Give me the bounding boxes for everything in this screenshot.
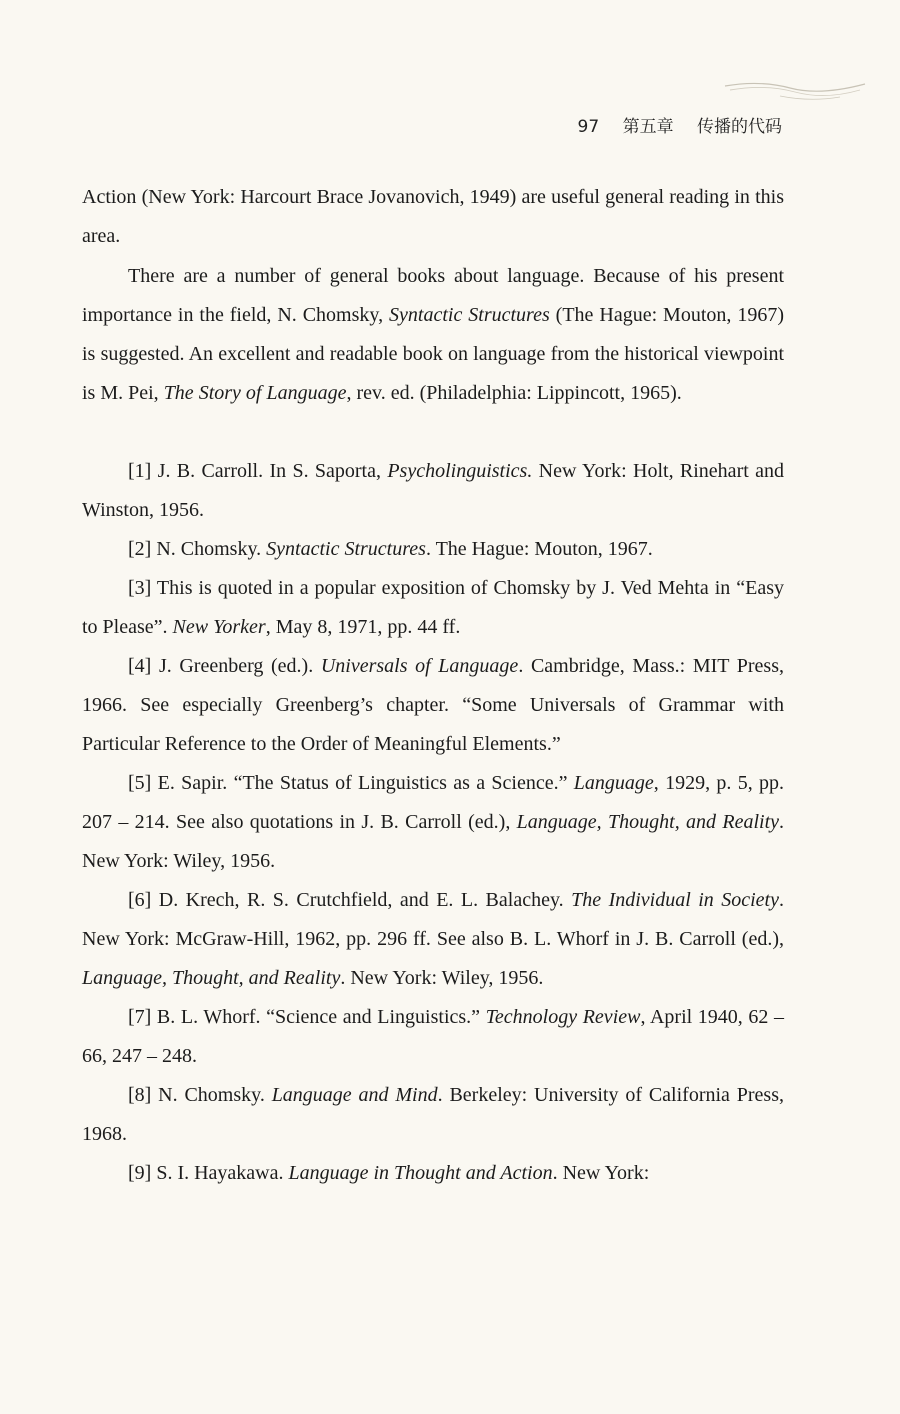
text-run: . New York: McGraw-Hill, 1962, pp. 296 ff. See also B. L. Whorf in J. B. Carroll (ed.), — [82, 889, 784, 950]
italic-title: The Story of Language — [163, 382, 347, 404]
reference-note — [82, 881, 784, 998]
reference-note — [82, 998, 784, 1076]
text-run: [2] N. Chomsky. — [128, 538, 267, 560]
notes-section — [82, 452, 784, 1193]
italic-title: Syntactic Structures — [266, 538, 426, 560]
italic-title: Language — [573, 772, 654, 794]
text-run: , May 8, 1971, pp. 44 ff. — [265, 616, 461, 638]
reference-note — [82, 764, 784, 881]
text-run: . Cambridge, Mass.: MIT Press, 1966. See especially Greenberg’s chapter. “Some Universals of Grammar with Particular Reference to the Order of Meaningful Elements.” — [82, 655, 784, 755]
text-run: , 1929, p. 5, pp. 207 – 214. See also quotations in J. B. Carroll (ed.), — [82, 772, 785, 833]
text-run: [3] This is quoted in a popular exposition of Chomsky by J. Ved Mehta in “Easy to Please”. — [82, 577, 784, 638]
text-run: [9] S. I. Hayakawa. — [128, 1162, 289, 1184]
reference-note — [82, 530, 784, 569]
italic-title: Technology Review — [485, 1006, 641, 1028]
text-run: There are a number of general books about language. Because of his present importance in the field, N. Chomsky, — [82, 265, 784, 326]
text-run: [4] J. Greenberg (ed.). — [128, 655, 321, 677]
text-run: [1] J. B. Carroll. In S. Saporta, — [128, 460, 388, 482]
page-number: 97 — [577, 117, 600, 137]
text-run: . Berkeley: University of California Press, 1968. — [82, 1084, 784, 1145]
reference-note — [82, 569, 784, 647]
text-run: , rev. ed. (Philadelphia: Lippincott, 1965). — [346, 382, 682, 404]
italic-title: Universals of Language — [320, 655, 519, 677]
text-run: . New York: — [552, 1162, 650, 1184]
italic-title: Language, Thought, and Reality — [516, 811, 780, 833]
running-head — [578, 112, 782, 137]
text-run: (The Hague: Mouton, 1967) is suggested. An excellent and readable book on language from the historical viewpoint is M. Pei, — [82, 304, 784, 404]
text-run: . New York: Wiley, 1956. — [340, 967, 544, 989]
section-gap — [82, 413, 784, 452]
text-run: [6] D. Krech, R. S. Crutchfield, and E. L. Balachey. — [128, 889, 572, 911]
italic-title: Language and Mind — [271, 1084, 438, 1106]
text-run: , April 1940, 62 – 66, 247 – 248. — [82, 1006, 784, 1067]
chapter-label: 第五章 — [622, 117, 674, 137]
paragraph — [82, 257, 784, 413]
chapter-title: 传播的代码 — [697, 117, 782, 137]
italic-title: New Yorker — [172, 616, 266, 638]
header-ornament — [720, 78, 870, 108]
text-run: [7] B. L. Whorf. “Science and Linguistics.” — [128, 1006, 486, 1028]
italic-title: Psycholinguistics. — [387, 460, 533, 482]
italic-title: Language in Thought and Action — [288, 1162, 553, 1184]
text-run: [8] N. Chomsky. — [128, 1084, 272, 1106]
italic-title: Language, Thought, and Reality — [82, 967, 341, 989]
reference-note — [82, 452, 784, 530]
reference-note — [82, 1076, 784, 1154]
text-run: . The Hague: Mouton, 1967. — [425, 538, 653, 560]
reference-note — [82, 1154, 784, 1193]
text-run: [5] E. Sapir. “The Status of Linguistics as a Science.” — [128, 772, 574, 794]
italic-title: The Individual in Society — [571, 889, 779, 911]
body-text — [82, 178, 784, 1193]
text-run: New York: Holt, Rinehart and Winston, 1956. — [82, 460, 784, 521]
text-run: Action (New York: Harcourt Brace Jovanovich, 1949) are useful general reading in this area. — [82, 186, 784, 247]
paragraph — [82, 178, 784, 256]
italic-title: Syntactic Structures — [389, 304, 550, 326]
intro-section — [82, 178, 784, 413]
reference-note — [82, 647, 784, 764]
text-run: . New York: Wiley, 1956. — [82, 811, 785, 872]
